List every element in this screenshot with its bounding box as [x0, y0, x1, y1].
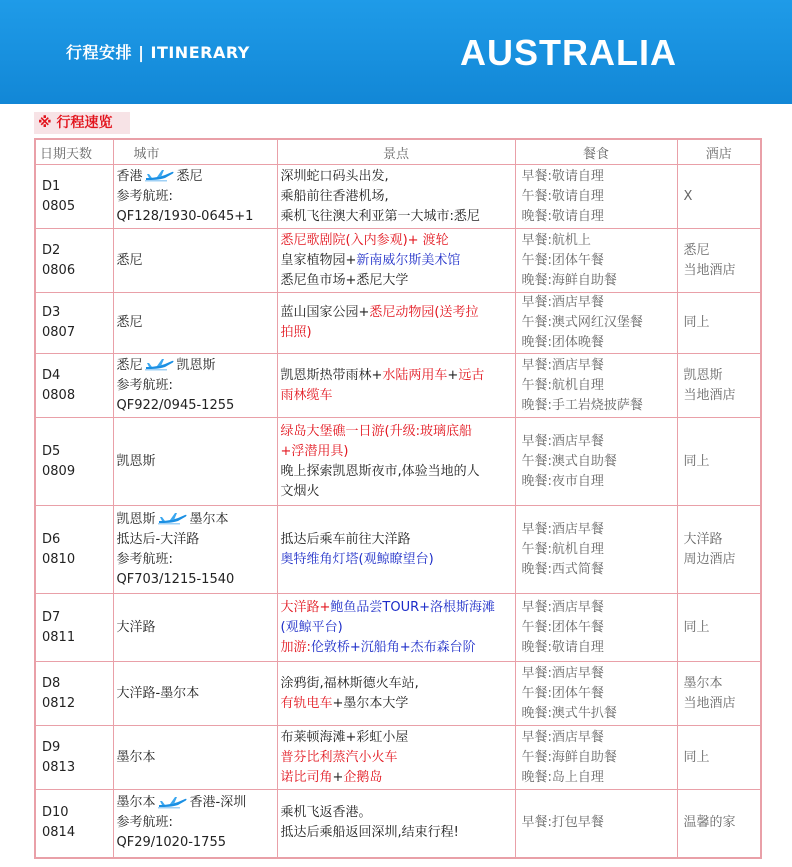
sight-line: [281, 323, 512, 343]
city-text: 悉尼: [116, 252, 143, 268]
sight-line: [281, 251, 512, 271]
meal-line: 晚餐:西式简餐: [521, 561, 604, 577]
city-line: [117, 167, 274, 187]
hotel-line: 周边酒店: [683, 551, 736, 567]
city-text: 凯恩斯: [116, 511, 156, 527]
city-line: [117, 251, 274, 271]
sight-text: 加游:: [280, 639, 311, 655]
hotel-line: 同上: [683, 749, 710, 765]
sight-line: [281, 550, 512, 570]
hotel-line: 同上: [683, 315, 710, 330]
meal-line: 晚餐:岛上自理: [521, 769, 604, 785]
sight-text: 水陆两用车: [382, 367, 448, 383]
meal-line: 午餐:团体午餐: [521, 685, 604, 701]
hotel-line: 当地酒店: [683, 695, 736, 711]
sights-cell: [277, 790, 515, 858]
meal-line: 午餐:航机自理: [521, 541, 604, 557]
meal-line: 午餐:团体午餐: [521, 619, 604, 635]
hotel-cell: [677, 354, 761, 418]
airplane-icon: [145, 169, 175, 183]
sight-line: [281, 728, 512, 748]
sight-line: [281, 598, 512, 618]
city-line: [117, 207, 274, 227]
meal-line: 早餐:敬请自理: [521, 168, 604, 184]
city-cell: [113, 790, 277, 858]
hotel-line: 同上: [683, 453, 710, 469]
day-date: 0814: [42, 825, 76, 841]
sight-text: 雨林缆车: [280, 387, 333, 403]
meal-line: 晚餐:澳式牛扒餐: [521, 705, 617, 721]
meals-cell: [515, 418, 677, 506]
day-cell: [35, 418, 113, 506]
day-cell: [35, 662, 113, 726]
sight-text: 悉尼鱼市场+悉尼大学: [280, 272, 409, 288]
sight-text: +: [332, 769, 344, 785]
city-line: [117, 356, 274, 376]
airplane-icon: [145, 358, 175, 372]
day-cell: [35, 790, 113, 858]
sight-text: 皇家植物园+: [280, 252, 357, 268]
section-label: ※ 行程速览: [34, 112, 130, 134]
city-text: 抵达后-大洋路: [116, 531, 200, 547]
meal-line: 晚餐:敬请自理: [521, 208, 604, 224]
day-cell: [35, 165, 113, 229]
day-cell: [35, 354, 113, 418]
day-date: 0809: [42, 463, 76, 479]
city-line: [117, 396, 274, 416]
city-text: 墨尔本: [116, 795, 156, 811]
hotel-cell: [677, 662, 761, 726]
meal-line: 早餐:航机上: [521, 232, 591, 248]
day-cell: [35, 726, 113, 790]
table-row: [35, 662, 761, 726]
sight-line: [281, 422, 512, 442]
city-text: 悉尼: [116, 357, 143, 373]
city-text: 凯恩斯: [116, 453, 156, 469]
city-text: 香港: [116, 168, 143, 184]
sights-cell: [277, 726, 515, 790]
day-number: D6: [42, 531, 61, 547]
sight-line: [281, 167, 512, 187]
column-header-meals: 餐食: [515, 139, 677, 165]
day-cell: [35, 594, 113, 662]
sight-line: [281, 442, 512, 462]
day-number: D8: [42, 675, 61, 691]
meal-line: 午餐:团体午餐: [521, 252, 604, 268]
city-cell: [113, 662, 277, 726]
table-row: [35, 506, 761, 594]
sight-line: [281, 768, 512, 788]
table-row: [35, 594, 761, 662]
table-row: [35, 293, 761, 354]
city-line: [117, 684, 274, 704]
sight-text: 远古: [458, 367, 485, 383]
sight-text: 普芬比利蒸汽小火车: [280, 749, 398, 765]
meal-line: 晚餐:手工岩烧披萨餐: [521, 397, 643, 413]
meals-cell: [515, 165, 677, 229]
meals-cell: [515, 354, 677, 418]
sight-text: 布莱顿海滩+彩虹小屋: [280, 729, 409, 745]
day-number: D1: [42, 178, 61, 194]
day-number: D3: [42, 305, 61, 320]
column-header-day: 日期天数: [35, 139, 113, 165]
table-header-row: [35, 139, 761, 165]
city-text: 参考航班:: [116, 551, 173, 567]
meal-line: 晚餐:夜市自理: [521, 473, 604, 489]
sight-text: 深圳蛇口码头出发,: [280, 168, 389, 184]
sight-text: +墨尔本大学: [332, 695, 409, 711]
day-number: D5: [42, 443, 61, 459]
sight-text: 抵达后乘船返回深圳,结束行程!: [280, 825, 459, 841]
hotel-line: 凯恩斯: [683, 367, 723, 383]
sight-text: 奥特维角灯塔(观鲸瞭望台): [280, 551, 434, 567]
sights-cell: [277, 506, 515, 594]
city-cell: [113, 293, 277, 354]
city-text: 墨尔本: [116, 749, 156, 765]
sight-text: 伦敦桥+沉船角+杰布森台阶: [310, 639, 476, 655]
sight-line: [281, 638, 512, 658]
day-cell: [35, 506, 113, 594]
destination-brand: AUSTRALIA: [460, 32, 677, 73]
city-line: [117, 618, 274, 638]
hotel-line: 温馨的家: [683, 815, 736, 831]
sight-line: [281, 386, 512, 406]
hotel-cell: [677, 418, 761, 506]
meal-line: 早餐:酒店早餐: [521, 521, 604, 537]
sight-text: 诺比司角: [280, 769, 333, 785]
hotel-cell: [677, 790, 761, 858]
itinerary-table: [34, 138, 762, 859]
sight-text: +浮潜用具): [280, 443, 349, 459]
city-line: [117, 813, 274, 833]
day-number: D9: [42, 739, 61, 755]
sight-line: [281, 207, 512, 227]
sights-cell: [277, 594, 515, 662]
city-text: QF703/1215-1540: [116, 571, 235, 587]
day-cell: [35, 229, 113, 293]
meal-line: 午餐:海鲜自助餐: [521, 749, 617, 765]
city-text: 参考航班:: [116, 377, 173, 393]
column-header-sights: 景点: [277, 139, 515, 165]
meals-cell: [515, 293, 677, 354]
city-line: [117, 833, 274, 853]
city-text: 墨尔本: [189, 511, 229, 527]
sights-cell: [277, 165, 515, 229]
sight-line: [281, 694, 512, 714]
city-line: [117, 530, 274, 550]
sight-text: 乘机飞往澳大利亚第一大城市:悉尼: [280, 208, 480, 224]
city-text: 大洋路: [116, 619, 156, 635]
meal-line: 早餐:酒店早餐: [521, 295, 604, 310]
city-line: [117, 748, 274, 768]
sight-text: 悉尼动物园(送考拉: [369, 305, 479, 320]
sight-text: 涂鸦街,福林斯德火车站,: [280, 675, 419, 691]
hotel-line: X: [683, 188, 693, 204]
city-cell: [113, 165, 277, 229]
meal-line: 早餐:酒店早餐: [521, 433, 604, 449]
sight-line: [281, 366, 512, 386]
day-date: 0813: [42, 759, 76, 775]
meals-cell: [515, 726, 677, 790]
table-row: [35, 354, 761, 418]
sight-text: 蓝山国家公园+: [280, 305, 370, 320]
table-row: [35, 229, 761, 293]
airplane-icon: [158, 796, 188, 810]
city-line: [117, 376, 274, 396]
sight-line: [281, 271, 512, 291]
city-cell: [113, 594, 277, 662]
city-line: [117, 793, 274, 813]
day-date: 0805: [42, 198, 76, 214]
column-header-city: 城市: [113, 139, 277, 165]
day-date: 0812: [42, 695, 76, 711]
sight-text: 绿岛大堡礁一日游(升级:玻璃底船: [280, 423, 472, 439]
city-cell: [113, 506, 277, 594]
hotel-cell: [677, 293, 761, 354]
day-number: D4: [42, 367, 61, 383]
meal-line: 午餐:敬请自理: [521, 188, 604, 204]
city-line: [117, 187, 274, 207]
table-row: [35, 418, 761, 506]
meal-line: 早餐:酒店早餐: [521, 665, 604, 681]
table-row: [35, 165, 761, 229]
sights-cell: [277, 354, 515, 418]
day-date: 0807: [42, 325, 76, 340]
city-text: 香港-深圳: [189, 795, 247, 811]
city-cell: [113, 726, 277, 790]
sight-text: 有轨电车: [280, 695, 333, 711]
city-text: QF128/1930-0645+1: [116, 208, 254, 224]
sight-text: 拍照): [280, 325, 312, 340]
sight-line: [281, 303, 512, 323]
sight-line: [281, 618, 512, 638]
hotel-cell: [677, 229, 761, 293]
meals-cell: [515, 594, 677, 662]
sight-text: 大洋路+: [280, 599, 331, 615]
hotel-line: 大洋路: [683, 531, 723, 547]
sights-cell: [277, 293, 515, 354]
sight-text: 抵达后乘车前往大洋路: [280, 531, 411, 547]
city-text: 参考航班:: [116, 815, 173, 831]
meal-line: 晚餐:海鲜自助餐: [521, 272, 617, 288]
meal-line: 早餐:酒店早餐: [521, 729, 604, 745]
airplane-icon: [158, 512, 188, 526]
sight-line: [281, 530, 512, 550]
sight-text: 企鹅岛: [343, 769, 383, 785]
sight-text: 新南威尔斯美术馆: [356, 252, 461, 268]
meals-cell: [515, 506, 677, 594]
hotel-cell: [677, 594, 761, 662]
header-banner: [0, 0, 792, 104]
city-line: [117, 313, 274, 333]
day-date: 0806: [42, 262, 76, 278]
meals-cell: [515, 662, 677, 726]
city-text: 参考航班:: [116, 188, 173, 204]
sight-line: [281, 823, 512, 843]
meals-cell: [515, 790, 677, 858]
city-text: 凯恩斯: [176, 357, 216, 373]
sight-line: [281, 674, 512, 694]
meal-line: 午餐:澳式自助餐: [521, 453, 617, 469]
hotel-line: 同上: [683, 619, 710, 635]
page-title: 行程安排 | ITINERARY: [66, 43, 250, 62]
hotel-line: 墨尔本: [683, 675, 723, 691]
day-number: D7: [42, 609, 61, 625]
city-text: 悉尼: [176, 168, 203, 184]
sight-line: [281, 462, 512, 482]
sight-line: [281, 231, 512, 251]
day-number: D2: [42, 242, 61, 258]
sights-cell: [277, 662, 515, 726]
meal-line: 午餐:航机自理: [521, 377, 604, 393]
city-cell: [113, 354, 277, 418]
day-number: D10: [42, 805, 69, 821]
sight-text: 晚上探索凯恩斯夜市,体验当地的人: [280, 463, 480, 479]
hotel-line: 当地酒店: [683, 387, 736, 403]
meal-line: 午餐:澳式网红汉堡餐: [521, 315, 643, 330]
sight-text: 凯恩斯热带雨林+: [280, 367, 383, 383]
hotel-cell: [677, 506, 761, 594]
sight-line: [281, 187, 512, 207]
sight-line: [281, 803, 512, 823]
city-cell: [113, 229, 277, 293]
table-row: [35, 726, 761, 790]
sight-text: 鲍鱼品尝TOUR+洛根斯海滩: [330, 599, 496, 615]
table-row: [35, 790, 761, 858]
city-line: [117, 452, 274, 472]
hotel-cell: [677, 165, 761, 229]
city-line: [117, 570, 274, 590]
sights-cell: [277, 229, 515, 293]
meals-cell: [515, 229, 677, 293]
sight-text: 文烟火: [280, 483, 320, 499]
day-date: 0808: [42, 387, 76, 403]
city-text: 大洋路-墨尔本: [116, 685, 200, 701]
meal-line: 早餐:酒店早餐: [521, 357, 604, 373]
day-date: 0811: [42, 629, 76, 645]
meal-line: 早餐:酒店早餐: [521, 599, 604, 615]
meal-line: 早餐:打包早餐: [521, 815, 604, 831]
meal-line: 晚餐:敬请自理: [521, 639, 604, 655]
city-text: QF922/0945-1255: [116, 397, 235, 413]
day-date: 0810: [42, 551, 76, 567]
sight-text: 乘船前往香港机场,: [280, 188, 389, 204]
hotel-cell: [677, 726, 761, 790]
sights-cell: [277, 418, 515, 506]
sight-line: [281, 482, 512, 502]
sight-line: [281, 748, 512, 768]
hotel-line: 当地酒店: [683, 262, 736, 278]
meal-line: 晚餐:团体晚餐: [521, 335, 604, 350]
city-cell: [113, 418, 277, 506]
city-text: 悉尼: [116, 315, 143, 330]
day-cell: [35, 293, 113, 354]
sight-text: 乘机飞返香港。: [280, 805, 372, 821]
column-header-hotel: 酒店: [677, 139, 761, 165]
sight-text: 悉尼歌剧院(入内参观)+ 渡轮: [280, 232, 449, 248]
sight-text: (观鲸平台): [280, 619, 343, 635]
hotel-line: 悉尼: [683, 242, 710, 258]
city-text: QF29/1020-1755: [116, 835, 226, 851]
city-line: [117, 510, 274, 530]
sight-text: +: [447, 367, 459, 383]
city-line: [117, 550, 274, 570]
